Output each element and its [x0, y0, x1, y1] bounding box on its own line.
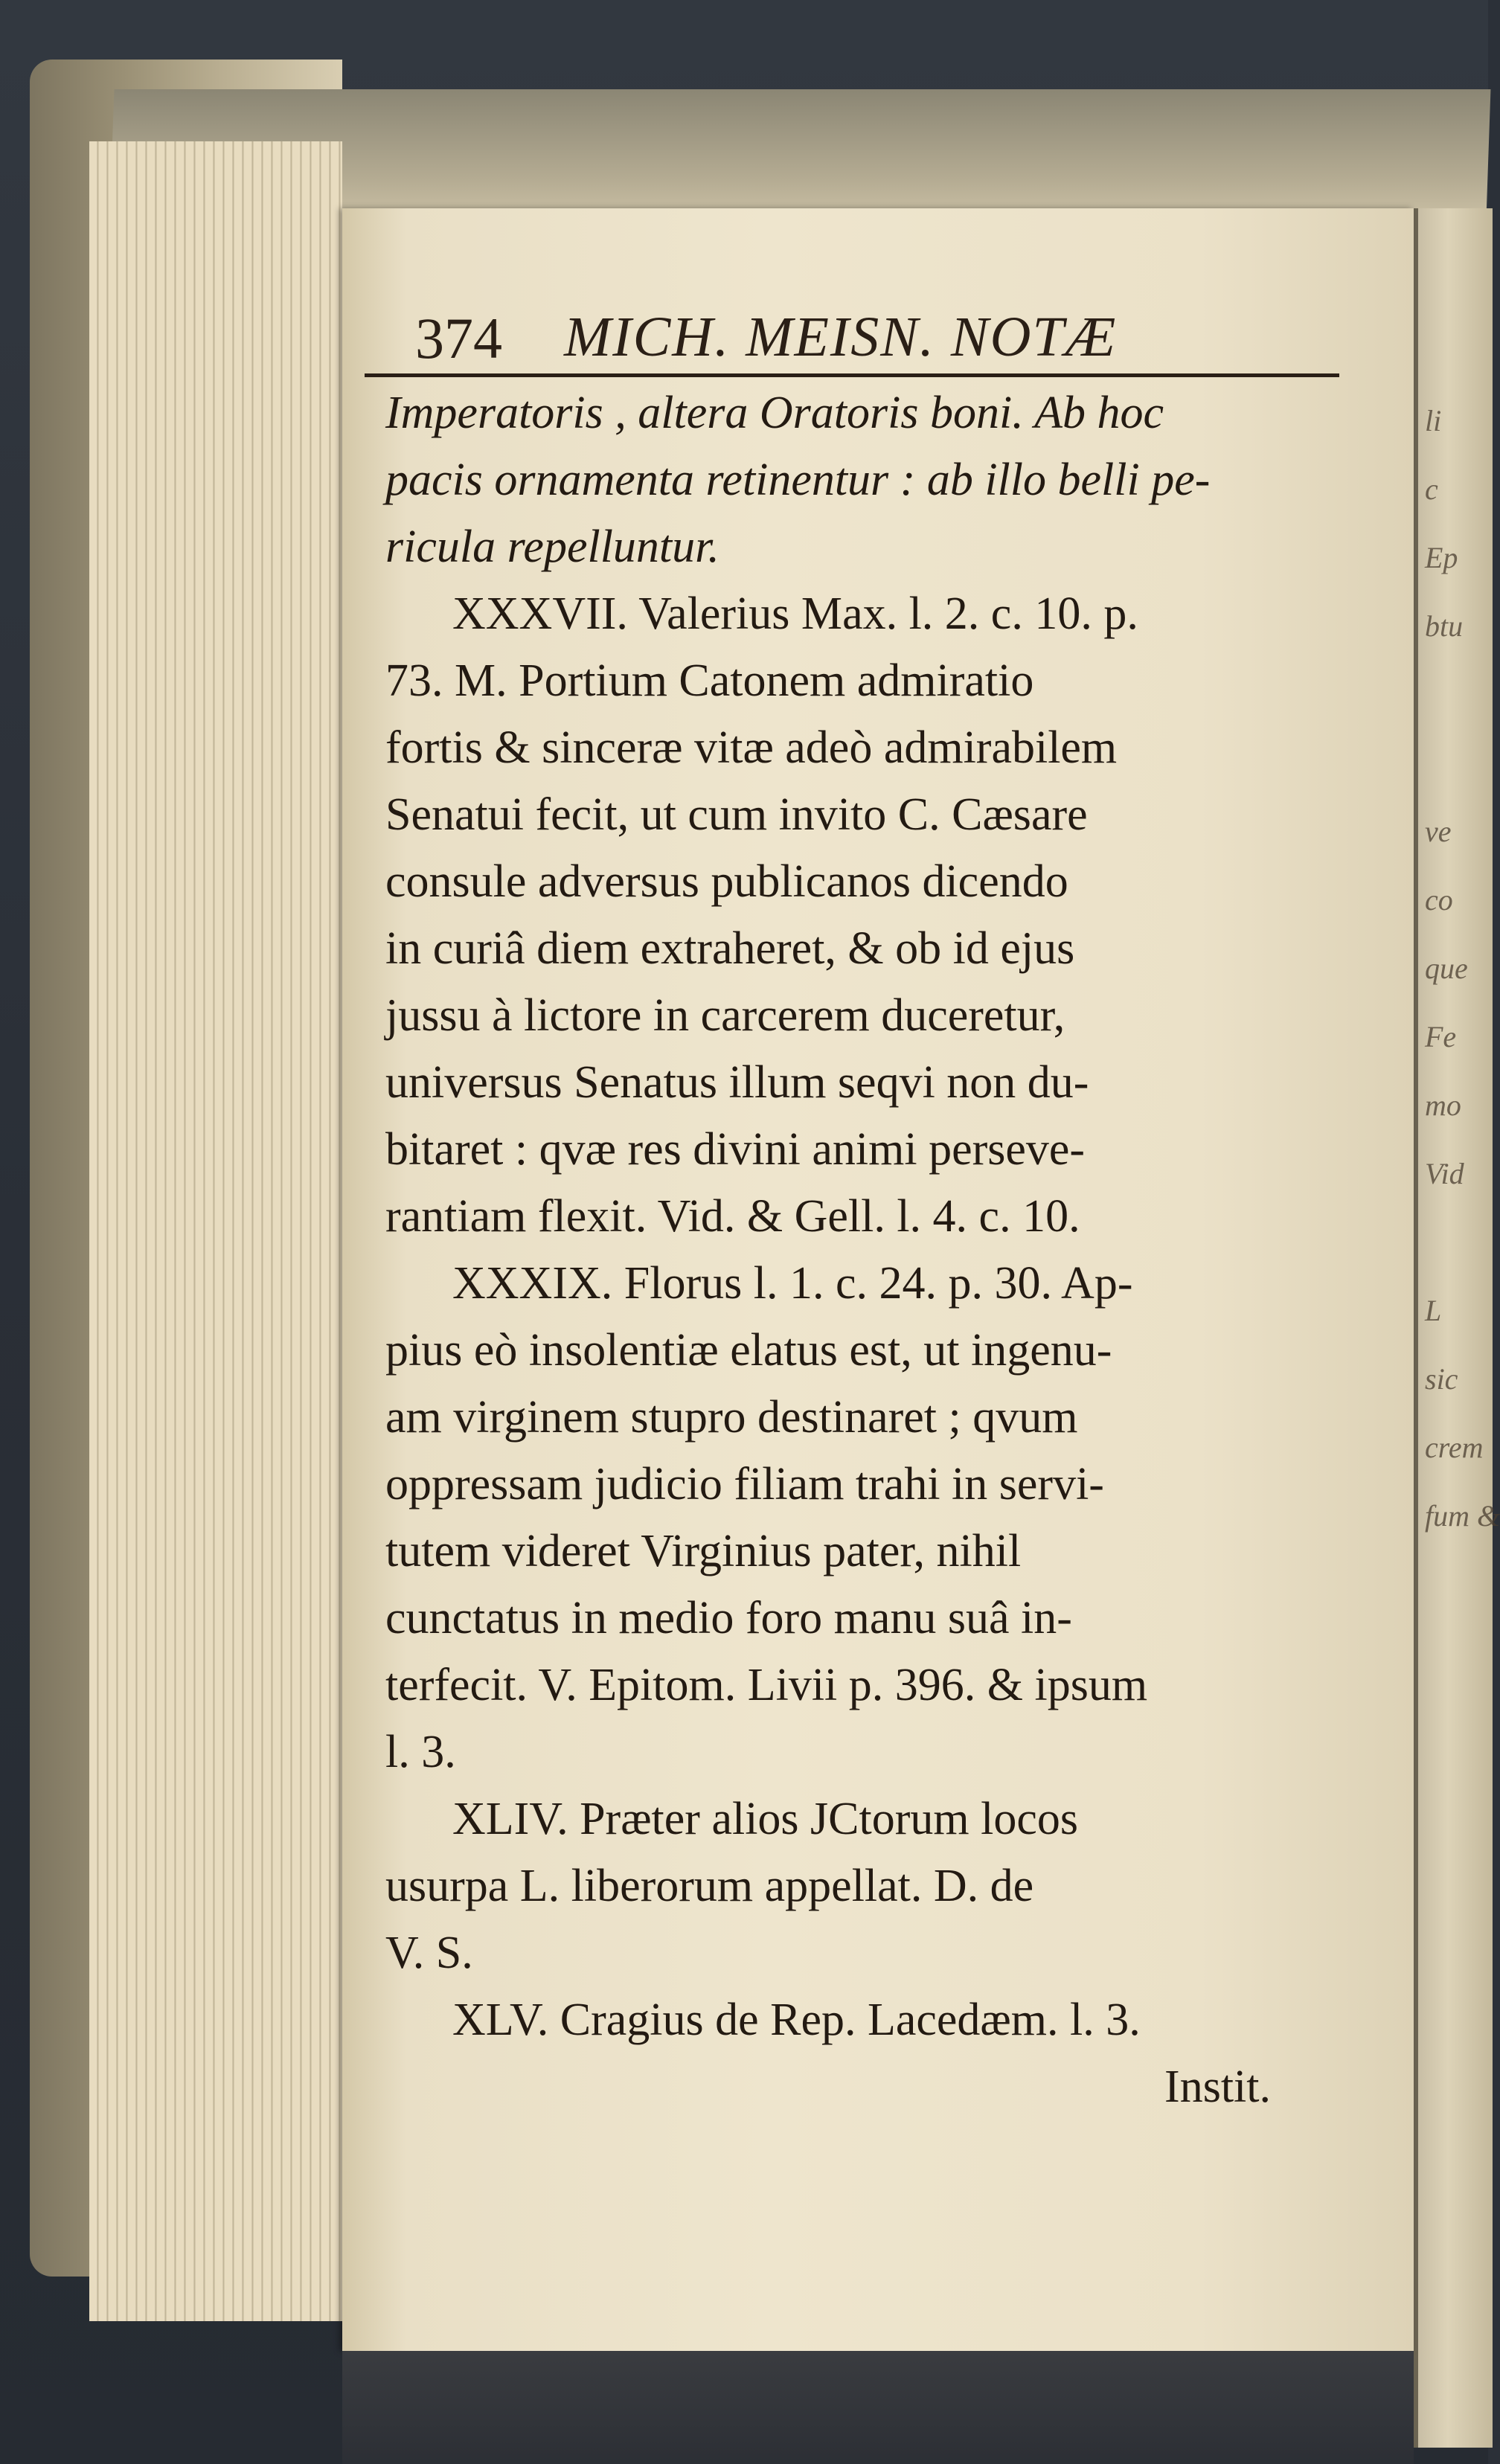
page-stack: [89, 141, 342, 2321]
text-line: universus Senatus illum seqvi non du-: [385, 1057, 1089, 1108]
text-line: terfecit. V. Epitom. Livii p. 396. & ipsum: [385, 1660, 1148, 1710]
facing-page-fragment: L: [1425, 1294, 1442, 1327]
facing-page-fragment: Ep: [1425, 541, 1458, 574]
text-line: 73. M. Portium Catonem admiratio: [385, 655, 1034, 706]
facing-page-fragment: c: [1425, 472, 1438, 506]
header-rule: [365, 373, 1339, 377]
text-line: XXXVII. Valerius Max. l. 2. c. 10. p.: [452, 588, 1138, 639]
facing-page-fragment: co: [1425, 883, 1453, 917]
page-header: [378, 305, 1375, 379]
text-line: fortis & sinceræ vitæ adeò admirabilem: [385, 722, 1118, 773]
table-surface: [342, 2351, 1414, 2464]
facing-page-fragment: Fe: [1425, 1020, 1457, 1053]
text-line: pacis ornamenta retinentur : ab illo belli pe-: [385, 455, 1211, 505]
text-line: XXXIX. Florus l. 1. c. 24. p. 30. Ap-: [452, 1258, 1133, 1309]
running-title: MICH. MEISN. NOTÆ: [564, 306, 1118, 368]
text-line: ricula repelluntur.: [385, 522, 719, 572]
text-line: am virginem stupro destinaret ; qvum: [385, 1392, 1078, 1443]
facing-page-fragment: sic: [1425, 1362, 1458, 1396]
facing-page-fragment: [1425, 661, 1484, 729]
page-number: 374: [415, 306, 502, 370]
facing-page-fragment: btu: [1425, 609, 1464, 643]
text-line: cunctatus in medio foro manu suâ in-: [385, 1593, 1072, 1643]
text-line: pius eò insolentiæ elatus est, ut ingenu-: [385, 1325, 1112, 1376]
facing-page-fragment: mo: [1425, 1088, 1461, 1122]
facing-page-fragment: que: [1425, 952, 1468, 985]
page-body-text: [385, 379, 1353, 2120]
facing-page-text: [1425, 387, 1500, 2098]
facing-page-fragment: ve: [1425, 815, 1452, 848]
text-line: XLV. Cragius de Rep. Lacedæm. l. 3.: [452, 1995, 1141, 2045]
text-line: usurpa L. liberorum appellat. D. de: [385, 1861, 1034, 1911]
facing-page-fragment: Vid: [1425, 1157, 1464, 1190]
facing-page-fragment: [1425, 1208, 1484, 1277]
facing-page-fragment: crem: [1425, 1431, 1484, 1464]
book-page: [342, 208, 1414, 2351]
text-line: in curiâ diem extraheret, & ob id ejus: [385, 923, 1075, 974]
text-line: tutem videret Virginius pater, nihil: [385, 1526, 1022, 1576]
text-line: V. S.: [385, 1928, 473, 1978]
facing-page-fragment: fum &: [1425, 1499, 1500, 1533]
text-line: Instit.: [1164, 2062, 1271, 2112]
text-line: jussu à lictore in carcerem duceretur,: [385, 990, 1065, 1041]
facing-page-fragment: [1425, 729, 1484, 798]
text-line: consule adversus publicanos dicendo: [385, 856, 1068, 907]
text-line: l. 3.: [385, 1727, 456, 1777]
text-line: Senatui fecit, ut cum invito C. Cæsare: [385, 789, 1088, 840]
facing-page-fragment: li: [1425, 404, 1442, 437]
text-line: rantiam flexit. Vid. & Gell. l. 4. c. 10.: [385, 1191, 1080, 1242]
text-line: Imperatoris , altera Oratoris boni. Ab hoc: [385, 388, 1164, 438]
text-line: oppressam judicio filiam trahi in servi-: [385, 1459, 1104, 1509]
text-line: bitaret : qvæ res divini animi perseve-: [385, 1124, 1086, 1175]
text-line: XLIV. Præter alios JCtorum locos: [452, 1794, 1078, 1844]
